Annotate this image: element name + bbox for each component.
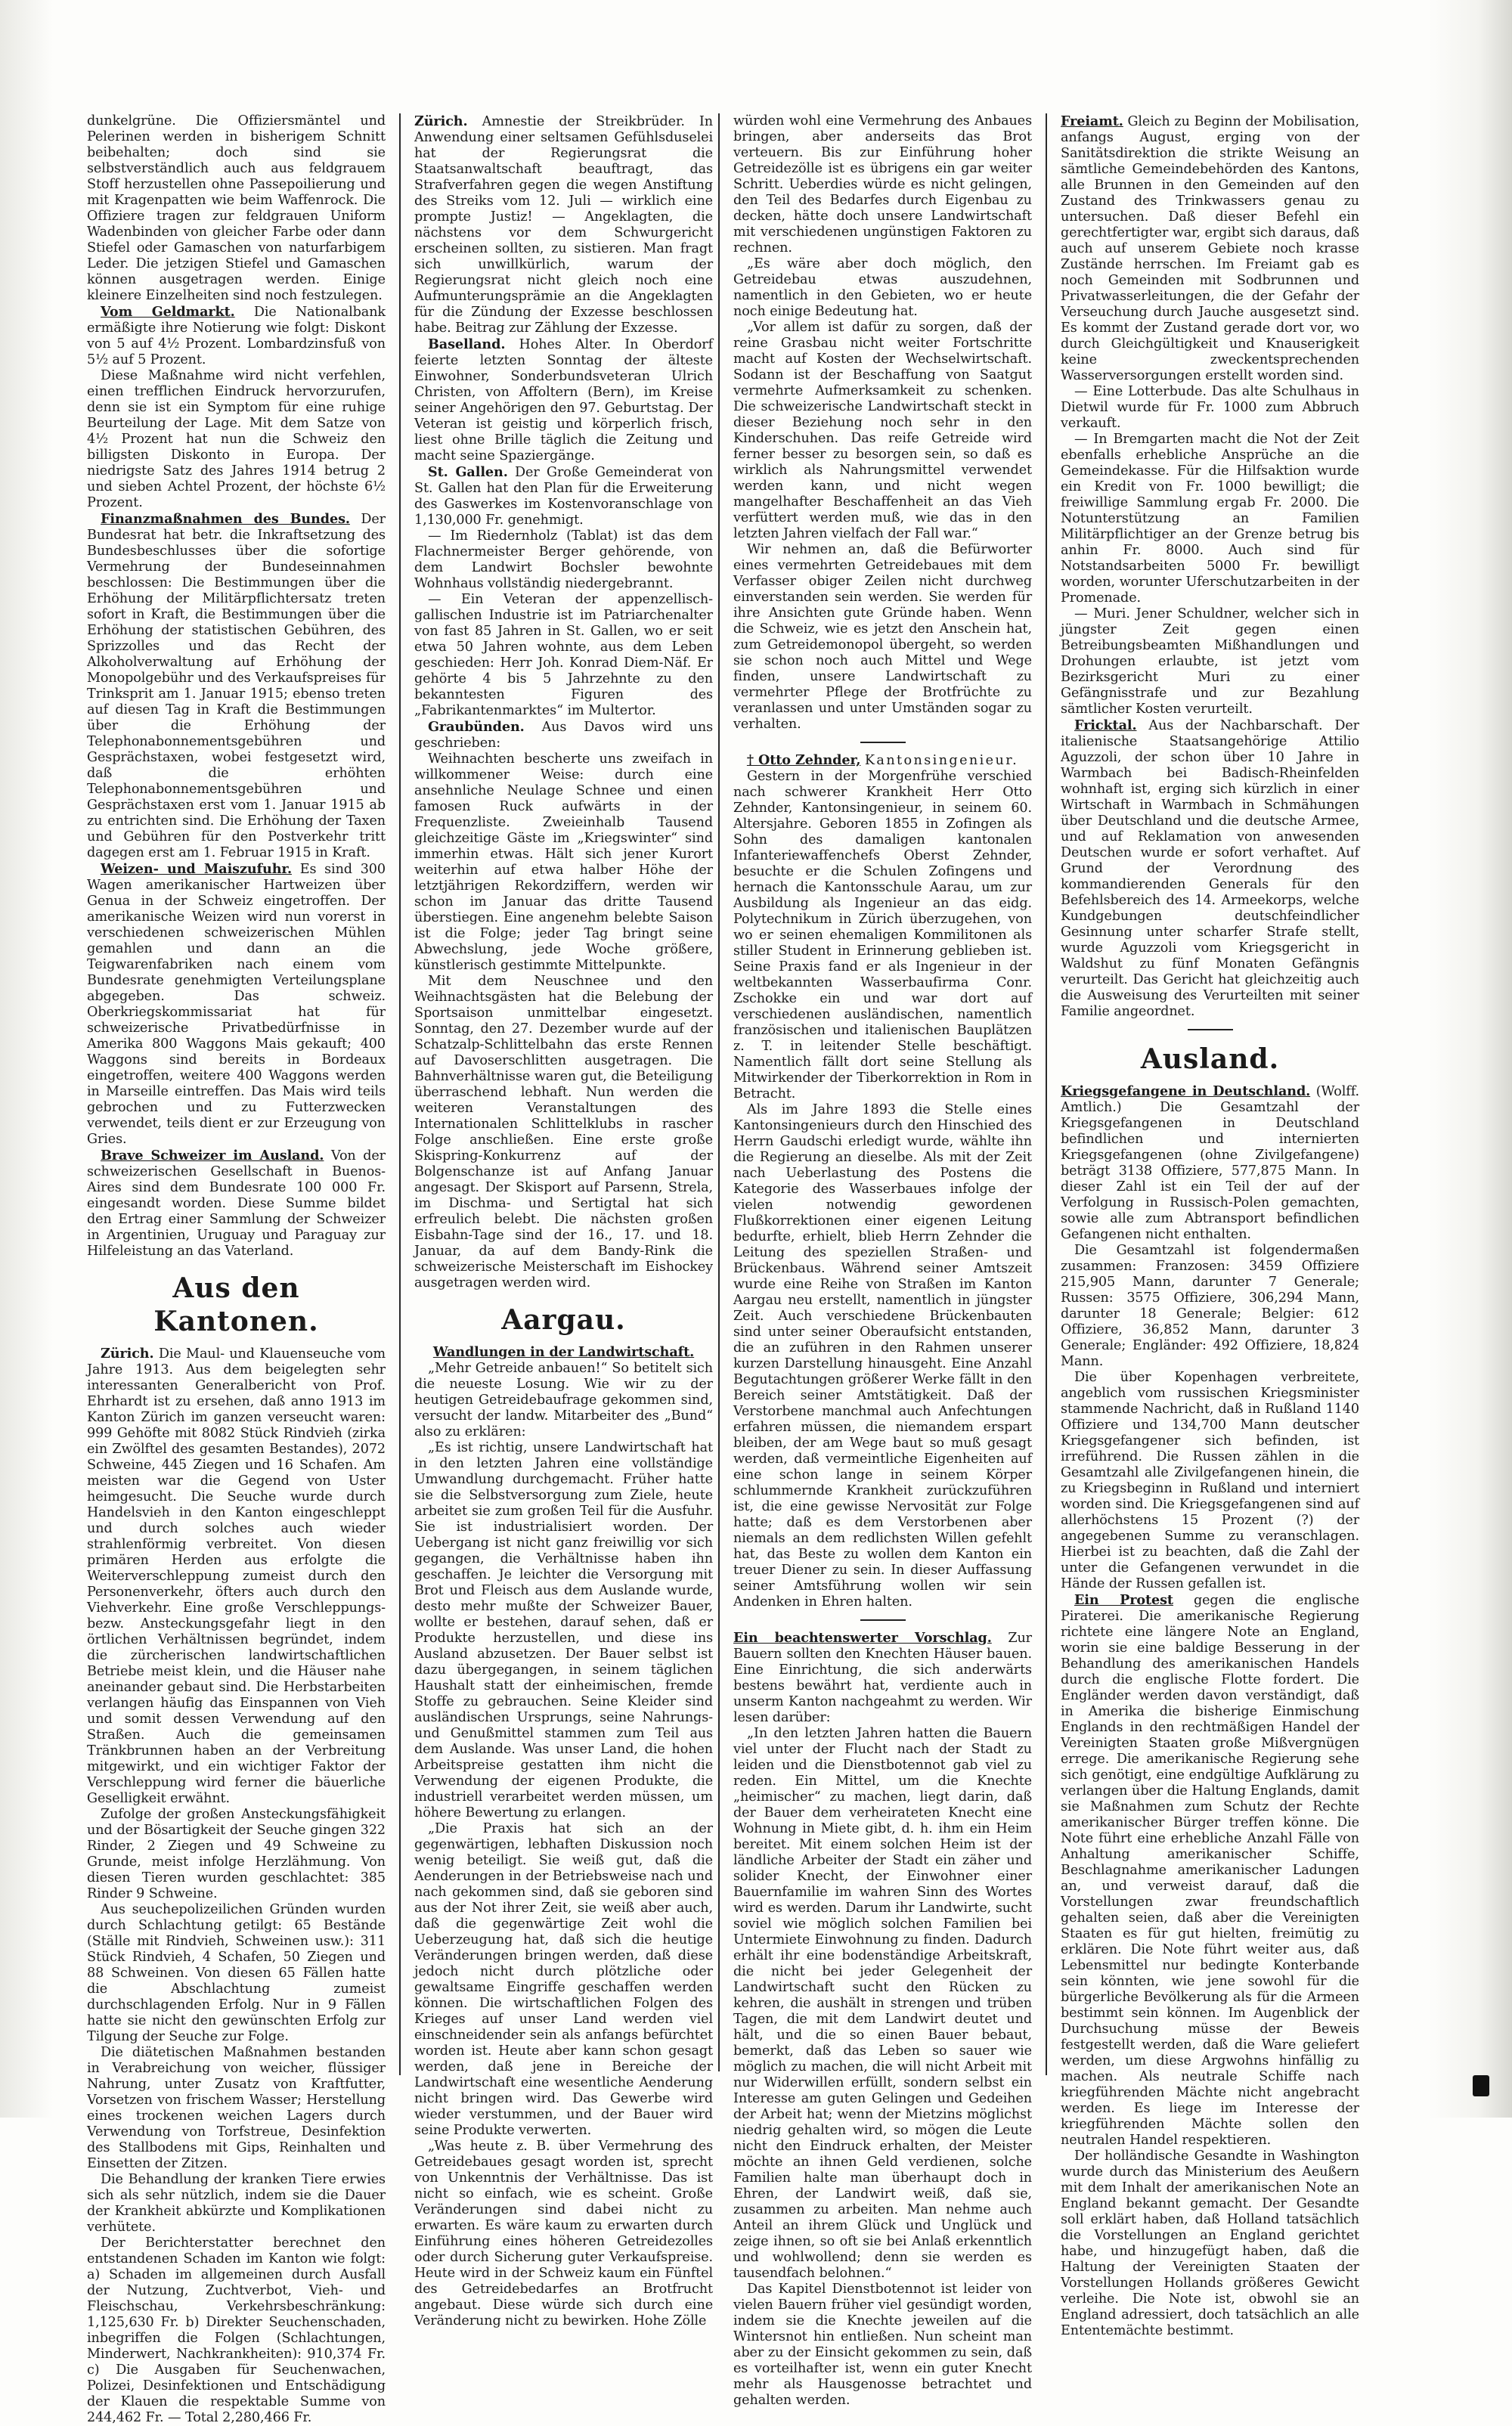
- paragraph: Als im Jahre 1893 die Stelle eines Kantonsingenieurs durch den Hinschied des Herrn Gaudschi erledigt wurde, wählte ihn die Regierung an dieselbe. Als mit der Zeit nach Ueberlastung des Postens die Kategorie des Wasserbaues infolge der vielen notwendig gewordenen Flußkorrektionen einer eigenen Leitung bedurfte, erhielt, blieb Herrn Zehnder die Leitung des speziellen Straßen- und Brückenbaus. Während seiner Amtszeit wurde eine Reihe von Straßen im Kanton Aargau neu erstellt, namentlich in jüngster Zeit. Auch verschiedene Brückenbauten sind unter seiner Oberaufsicht entstanden, die an zuführen in den Rahmen unserer kurzen Darstellung hinausgeht. Eine Anzahl Begutachtungen größerer Werke fällt in den Bereich seiner Amtstätigkeit. Daß der Verstorbene manchmal auch Anfechtungen erfahren müssen, die niemandem erspart bleiben, der am Wege baut so muß gesagt werden, daß vermeintliche Eigenheiten auf eine schon lange in seinem Körper schlummernde Krankheit zurückzuführen ist, die eine gewisse Nervosität zur Folge hatte; daß es dem Verstorbenen aber niemals an dem redlichsten Willen gefehlt hat, das Beste zu wollen dem Kanton ein treuer Diener zu sein. In dieser Auffassung seiner Amtsführung wollen wir sein Andenken in Ehren halten.: [733, 1102, 1032, 1610]
- section-title: Aus den Kantonen.: [153, 1272, 319, 1337]
- article-heading: Zürich.: [101, 1346, 154, 1362]
- article-heading: Freiamt.: [1061, 113, 1123, 129]
- article-text: gegen die englische Piraterei. Die amerikanische Regierung richtete eine längere Note an England, worin sie eine baldige Besserung in der Behandlung des amerikanischen Handels durch die englische Flotte fordert. Die Engländer werden davon verständigt, daß in Amerika die bisherige Einmischung Englands in den rechtmäßigen Handel der Vereinigten Staaten große Mißvergnügen errege. Die amerikanische Regierung sehe sich genötigt, eine endgültige Aufklärung zu verlangen über die Haltung Englands, damit sie Maßnahmen zum Schutz der Rechte amerikanischer Bürger treffen könne. Die Note führt eine erhebliche Anzahl Fälle von Anhaltung amerikanischer Schiffe, Beschlagnahme amerikanischer Ladungen an, und verweist darauf, daß die Vorstellungen zwar freundschaftlich gehalten seien, daß aber die Vereinigten Staaten es für gut hielten, freimütig zu erklären. Die Note führt weiter aus, daß Lebensmittel nur bedingte Konterbande sein könnten, wie jene sowohl für die bürgerliche Bevölkerung als für die Armeen bestimmt sein können. Im Augenblick der Durchsuchung müsse der Beweis festgestellt werden, daß die Ware geliefert werden, um diese Argwohns hinfällig zu machen. Als neutrale Schiffe nach kriegführenden Mächte nicht angebracht werden. Es liege im Interesse der kriegführenden Mächte sollen den neutralen Handel respektieren.: [1061, 1593, 1360, 2148]
- paragraph: Die diätetischen Maßnahmen bestanden in Verabreichung von weicher, flüssiger Nahrung, unter Zusatz von Kraftfutter, Vorsetzen von frischem Wasser; Herstellung eines trockenen weichen Lagers durch Verwendung von Torfstreue, Desinfektion des Stallbodens mit Gips, Reinhalten und Einsetten der Zitzen.: [87, 2045, 386, 2171]
- column-2: [414, 113, 714, 2328]
- paragraph: „Die Praxis hat sich an der gegenwärtigen, lebhaften Diskussion noch wenig beteiligt. Sie weiß gut, daß die Aenderungen in der Betriebsweise nach und nach gekommen sind, daß sie geboren sind aus der Not ihrer Zeit, sie weiß aber auch, daß die gegenwärtige Zeit wohl die Ueberzeugung hat, daß sich die heutige Veränderungen bringen werden, daß diese jedoch nicht durch plötzliche oder gewaltsame Eingriffe geschaffen werden können. Die wirtschaftlichen Folgen des Krieges auf unser Land werden viel einschneidender sein als anfangs befürchtet worden ist. Heute aber kann schon gesagt werden, daß jene in Bereiche der Landwirtschaft eine wesentliche Aenderung nicht bringen wird. Das Gewerbe wird wieder verstummen, und der Bauer wird seine Produkte verwerten.: [414, 1821, 713, 2138]
- article-heading: St. Gallen.: [428, 464, 508, 480]
- column-rule: [718, 113, 720, 2071]
- article-text: Aus der Nachbarschaft. Der italienische Staatsangehörige Attilio Aguzzoli, der schon über 10 Jahre in Warmbach bei Badisch-Rheinfelden wohnhaft ist, erging sich kürzlich in einer Wirtschaft in Warmbach in Schmähungen über Deutschland und die deutsche Armee, und auf Reklamation von anwesenden Deutschen wurde er sofort verhaftet. Auf Grund der Verordnung des kommandierenden Generals für den Befehlsbereich des 14. Armeekorps, welche Kundgebungen deutschfeindlicher Gesinnung unter scharfer Strafe stellt, wurde Aguzzoli vom Kriegsgericht in Waldshut zu fünf Monaten Gefängnis verurteilt. Das Gericht hat gleichzeitig auch die Ausweisung des Verurteilten mit seiner Familie angeordnet.: [1061, 718, 1359, 1019]
- separator: [1188, 1029, 1233, 1030]
- paragraph: Aus seuchepolizeilichen Gründen wurden durch Schlachtung getilgt: 65 Bestände (Ställe mit Rindvieh, Schweinen usw.): 311 Stück Rindvieh, 4 Schafen, 50 Ziegen und 88 Schweinen. Von diesen 65 Fällen hatte die Abschlachtung zumeist durchschlagenden Erfolg. Nur in 9 Fällen hatte sie nicht den gewünschten Erfolg zur Tilgung der Seuche zur Folge.: [87, 1902, 386, 2044]
- article-heading: Kriegsgefangene in Deutschland.: [1061, 1083, 1311, 1099]
- paragraph: Wir nehmen an, daß die Befürworter eines vermehrten Getreidebaues mit dem Verfasser obiger Zeilen nicht durchweg einverstanden sein werden. Sie werden für ihre Ansichten gute Gründe haben. Wenn die Schweiz, wie es jetzt den Anschein hat, zum Getreidemonopol übergeht, so werden sie schon noch auch Mittel und Wege finden, unsere Landwirtschaft zu vermehrter Pflege der Brotfrüchte zu veranlassen und unter Umständen sogar zu verhalten.: [733, 542, 1032, 732]
- article-heading: Weizen- und Maiszufuhr.: [101, 861, 292, 877]
- paragraph: dunkelgrüne. Die Offiziersmäntel und Pelerinen werden in bisherigem Schnitt beibehalten; doch sind sie selbstverständlich auch aus feldgrauem Stoff herzustellen ohne Passepoilierung und mit Kragenpatten wie beim Waffenrock. Die Offiziere tragen zur feldgrauen Uniform Wadenbinden von gleicher Farbe oder dann Stiefel oder Gamaschen von naturfarbigem Leder. Die jetzigen Stiefel und Gamaschen können ausgetragen werden. Einige kleinere Einzelheiten sind noch festzulegen.: [87, 113, 386, 303]
- scan-edge-left: [0, 0, 53, 2118]
- paragraph: — Ein Veteran der appenzellisch-gallischen Industrie ist im Patriarchenalter von fast 85 Jahren in St. Gallen, wo er seit etwa 50 Jahren wohnte, aus dem Leben geschieden: Herr Joh. Konrad Diem-Näf. Er gehörte 4 bis 5 Jahrzehnte zu den bekanntesten Figuren des „Fabrikantenmarktes“ im Multertor.: [414, 592, 713, 718]
- column-4: [1061, 113, 1360, 2338]
- scan-edge-right: [1429, 0, 1512, 2118]
- article-heading: Ein Protest: [1074, 1592, 1173, 1608]
- separator: [860, 1619, 906, 1621]
- article-text: Amnestie der Streikbrüder. In Anwendung einer seltsamen Gefühlsduselei hat der Regierungsrat die Staatsanwaltschaft beauftragt, das Strafverfahren gegen die wegen Anstiftung des Streiks vom 12. Juli — wirklich eine prompte Justiz! — Angeklagten, die nächstens vor dem Schwurgericht erscheinen sollten, zu sistieren. Man fragt sich unwillkürlich, warum der Regierungsrat nicht gleich noch eine Aufmunterungsprämie an die Angeklagten für die Zündung der Exzesse beschlossen habe. Beitrag zur Zählung der Exzesse.: [414, 114, 714, 336]
- scan-mark: [1473, 2075, 1489, 2096]
- article-heading: Wandlungen in der Landwirtschaft.: [432, 1344, 695, 1360]
- column-1: [87, 113, 386, 2425]
- paragraph: Der Berichterstatter berechnet den entstandenen Schaden im Kanton wie folgt: a) Schaden im allgemeinen durch Ausfall der Nutzung, Zuchtverbot, Vieh- und Fleischschau, Verkehrsbeschränkung: 1,125,630 Fr. b) Direkter Seuchenschaden, inbegriffen die Folgen (Schlachtungen, Minderwert, Nachkrankheiten): 910,374 Fr. c) Die Ausgaben für Seuchenwachen, Polizei, Desinfektionen und Entschädigung der Klauen die respektable Summe von 244,462 Fr. — Total 2,280,466 Fr.: [87, 2235, 386, 2425]
- paragraph: Weihnachten bescherte uns zweifach in willkommener Weise: durch eine ansehnliche Neulage Schnee und einen famosen Ruck aufwärts in der Frequenzliste. Zweieinhalb Tausend gleichzeitige Gäste im „Kriegswinter“ sind immerhin etwas. Hält sich jener Kurort weiterhin auf etwa halber Höhe der letztjährigen Rekordziffern, werden wir schon im Januar das dritte Tausend überstiegen. Eine angenehm belebte Saison ist die Folge; jeder Tag bringt seine Abwechslung, jede Woche größere, künstlerisch gestimmte Mittelpunkte.: [414, 751, 713, 973]
- section-title: Ausland.: [1140, 1043, 1280, 1075]
- paragraph: Mit dem Neuschnee und den Weihnachtsgästen hat die Belebung der Sportsaison unmittelbar eingesetzt. Sonntag, den 27. Dezember wurde auf der Schatzalp-Schlittelbahn das erste Rennen auf Davoserschlitten ausgetragen. Die Bahnverhältnisse waren gut, die Beteiligung überraschend lebhaft. Nun werden die weiteren Veranstaltungen des Internationalen Schlittelklubs in rascher Folge anschließen. Eine erste große Skispring-Konkurrenz auf der Bolgenschanze ist auf Anfang Januar angesagt. Der Skisport auf Parsenn, Strela, im Dischma- und Sertigtal hat sich erfreulich belebt. Die nächsten großen Eisbahn-Tage sind der 16., 17. und 18. Januar, da auf dem Bandy-Rink die schweizerische Meisterschaft im Eishockey ausgetragen werden wird.: [414, 974, 713, 1290]
- article-text: Zur Bauern sollten den Knechten Häuser bauen. Eine Einrichtung, die sich anderwärts bestens bewährt hat, verdiente auch in unserm Kanton nachgeahmt zu werden. Wir lesen darüber:: [733, 1631, 1032, 1725]
- article-heading: Baselland.: [428, 336, 506, 352]
- column-rule: [399, 113, 401, 2075]
- paragraph: „Was heute z. B. über Vermehrung des Getreidebaues gesagt worden ist, sprecht von Unkenntnis der Verhältnisse. Das ist nicht so einfach, wie es scheint. Große Veränderungen sind dabei nicht zu erwarten. Es wäre kaum zu erwarten durch Einführung eines höheren Getreidezolles oder durch Sicherung guter Verkaufspreise. Heute wird in der Schweiz kaum ein Fünftel des Getreidebedarfes an Brotfrucht angebaut. Diese würde sich durch eine Veränderung nicht zu bewirken. Hohe Zölle: [414, 2139, 713, 2328]
- paragraph: „Es ist richtig, unsere Landwirtschaft hat in den letzten Jahren eine vollständige Umwandlung durchgemacht. Früher hatte sie die Selbstversorgung zum Ziele, heute arbeitet sie zum großen Teil für die Ausfuhr. Sie ist industrialisiert worden. Der Uebergang ist nicht ganz freiwillig vor sich gegangen, die Verhältnisse haben ihn geschaffen. Je leichter die Versorgung mit Brot und Fleisch aus dem Auslande wurde, desto mehr mußte der Schweizer Bauer, wollte er bestehen, darauf sehen, daß er Produkte herzustellen, und diese ins Ausland abzusetzen. Der Bauer selbst ist dazu übergegangen, in seinem täglichen Haushalt statt der einheimischen, fremde Stoffe zu gebrauchen. Seine Kleider sind ausländischen Ursprungs, seine Nahrungs- und Genußmittel stammen zum Teil aus dem Auslande. Was unser Land, die hohen Arbeitspreise gestatten ihm nicht die Verwendung der eigenen Produkte, die industriell verarbeitet werden müssen, um höhere Bewertung zu erlangen.: [414, 1440, 713, 1820]
- paragraph: Zufolge der großen Ansteckungsfähigkeit und der Bösartigkeit der Seuche gingen 322 Rinder, 2 Ziegen und 49 Schweine zu Grunde, meist infolge Herzlähmung. Von diesen Tieren wurden geschlachtet: 385 Rinder 9 Schweine.: [87, 1807, 386, 1901]
- column-rule: [1046, 113, 1047, 2075]
- paragraph: — Eine Lotterbude. Das alte Schulhaus in Dietwil wurde für Fr. 1000 zum Abbruch verkauft.: [1061, 384, 1359, 431]
- paragraph: „Es wäre aber doch möglich, den Getreidebau etwas auszudehnen, namentlich in den Gebieten, wo er heute noch einige Bedeutung hat.: [733, 256, 1032, 319]
- paragraph: Die Behandlung der kranken Tiere erwies sich als sehr nützlich, indem sie die Dauer der Krankheit abkürzte und Komplikationen verhütete.: [87, 2172, 386, 2235]
- article-text: Die Nationalbank ermäßigte ihre Notierung wie folgt: Diskont von 5 auf 4½ Prozent. Lombardzinsfuß von 5½ auf 5 Prozent.: [87, 305, 386, 367]
- article-text: Von der schweizerischen Gesellschaft in Buenos-Aires sind dem Bundesrate 100 000 Fr. eingesandt worden. Diese Summe bildet den Ertrag einer Sammlung der Schweizer in Argentinien, Uruguay und Paraguay zur Hilfeleistung an das Vaterland.: [87, 1148, 386, 1259]
- article-text: Die Maul- und Klauenseuche vom Jahre 1913. Aus dem beigelegten sehr interessanten Generalbericht von Prof. Ehrhardt ist zu ersehen, daß anno 1913 im Kanton Zürich im ganzen verseucht waren: 999 Gehöfte mit 8082 Stück Rindvieh (zirka ein Zwölftel des gesamten Bestandes), 2072 Schweine, 445 Ziegen und 16 Schafen. Am meisten war die Gegend von Uster heimgesucht. Die Seuche wurde durch Handelsvieh in den Kanton eingeschleppt und durch solches auch wieder strahlenförmig verbreitet. Von diesen primären Herden aus erfolgte die Weiterverschleppung zumeist durch den Personenverkehr, öfters auch durch den Viehverkehr. Eine große Verschleppungs- bezw. Ansteckungsgefahr liegt in den örtlichen Verhältnissen begründet, indem die zürcherischen landwirtschaftlichen Betriebe meist klein, und die Häuser nahe aneinander gebaut sind. Die Herbstarbeiten verlangen häufig das Einspannen von Vieh und somit dessen Verwendung auf den Straßen. Auch die gemeinsamen Tränkbrunnen haben an der Verbreitung mitgewirkt, und ein wichtiger Faktor der Verschleppung wird ferner die bäuerliche Geselligkeit erwähnt.: [87, 1346, 386, 1806]
- paragraph: Diese Maßnahme wird nicht verfehlen, einen trefflichen Eindruck hervorzurufen, denn sie ist ein Symptom für eine ruhige Beurteilung der Lage. Mit dem Satze von 4½ Prozent hat nun die Schweiz den billigsten Diskonto in Europa. Der niedrigste Satz des Jahres 1914 betrug 2 und sieben Achtel Prozent, der höchste 6½ Prozent.: [87, 368, 386, 510]
- article-heading: Ein beachtenswerter Vorschlag.: [733, 1630, 992, 1646]
- separator: [860, 742, 906, 743]
- paragraph: „In den letzten Jahren hatten die Bauern viel unter der Flucht nach der Stadt zu leiden und die Dienstbotennot gab viel zu reden. Ein Mittel, um die Knechte „heimischer“ zu machen, liegt darin, daß der Bauer dem verheirateten Knecht eine Wohnung in Miete gibt, d. h. ihm ein Heim bereitet. Mit einem solchen Heim ist der ländliche Arbeiter der Stadt ein zäher und solider Knecht, der Einwohner einer Bauernfamilie im wahren Sinn des Wortes wird es werden. Darum ihr Landwirte, sucht soviel wie möglich solchen Familien bei Untermiete Einwohnung zu finden. Dadurch erhält ihr eine bodenständige Arbeitskraft, die nicht bei jeder Gelegenheit der Landwirtschaft sucht den Rücken zu kehren, die aushält in strengen und trüben Tagen, die mit dem Landwirt deutet und hält, und die so einen Bauer bebaut, bemerkt, daß das Leben so sauer wie möglich zu machen, die will nicht Arbeit mit nur Widerwillen erfüllt, sondern selbst ein Interesse am guten Gelingen und Gedeihen der Arbeit hat; wenn der Mietzins möglichst niedrig gehalten wird, so mögen die Leute nicht den Eindruck erhalten, der Meister möchte an ihnen Geld verdienen, solche Familien halte man überhaupt doch in Ehren, der Landwirt weiß, daß sie, zusammen zu arbeiten. Man nehme auch Anteil an ihrem Glück und Unglück und zeige ihnen, so oft sie bei Anlaß erkenntlich und wohlwollend; denn sie werden es tausendfach belohnen.“: [733, 1726, 1032, 2281]
- paragraph: Die Gesamtzahl ist folgendermaßen zusammen: Franzosen: 3459 Offiziere 215,905 Mann, darunter 7 Generale; Russen: 3575 Offiziere, 306,294 Mann, darunter 18 Generale; Belgier: 612 Offiziere, 36,852 Mann, darunter 3 Generale; Engländer: 492 Offiziere, 18,824 Mann.: [1061, 1243, 1359, 1369]
- article-text: Hohes Alter. In Oberdorf feierte letzten Sonntag der älteste Einwohner, Sonderbundsveteran Ulrich Christen, von Affoltern (Bern), im Kreise seiner Angehörigen den 97. Geburtstag. Der Veteran ist geistig und körperlich frisch, liest ohne Brille täglich die Zeitung und macht seine Spaziergänge.: [414, 337, 713, 463]
- article-heading: Brave Schweizer im Ausland.: [101, 1148, 324, 1163]
- article-text: (Wolff. Amtlich.) Die Gesamtzahl der Kriegsgefangenen in Deutschland befindlichen und internierten Kriegsgefangenen (ohne Zivilgefangene) beträgt 3138 Offiziere, 577,875 Mann. In dieser Zahl ist ein Teil der auf der Verfolgung in Russisch-Polen gemachten, sowie alle zum Abtransport befindlichen Gefangenen nicht enthalten.: [1061, 1084, 1359, 1242]
- paragraph: — Im Riedernholz (Tablat) ist das dem Flachnermeister Berger gehörende, von dem Landwirt Bochsler bewohnte Wohnhaus vollständig niedergebrannt.: [414, 528, 713, 591]
- paragraph: „Mehr Getreide anbauen!“ So betitelt sich die neueste Losung. Wie wir zu der heutigen Getreidebaufrage gekommen sind, versucht der landw. Mitarbeiter des „Bund“ also zu erklären:: [414, 1361, 713, 1439]
- section-title: Aargau.: [501, 1304, 626, 1336]
- column-3: [733, 113, 1032, 2408]
- article-text: Es sind 300 Wagen amerikanischer Hartweizen über Genua in der Schweiz eingetroffen. Der amerikanische Weizen wird nun vorerst in verschiedenen schweizerischen Mühlen gemahlen und dann an die Teigwarenfabriken nach einem vom Bundesrate genehmigten Verteilungsplane abgegeben. Das schweiz. Oberkriegskommissariat hat für schweizerische Privatbedürfnisse in Amerika 800 Waggons Mais gekauft; 400 Waggons sind bereits in Bordeaux eingetroffen, weitere 400 Waggons werden in Marseille eintreffen. Das Mais wird teils gebrochen und zu Futterzwecken verwendet, teils dient er zur Erzeugung von Gries.: [87, 862, 386, 1147]
- paragraph: „Vor allem ist dafür zu sorgen, daß der reine Grasbau nicht weiter Fortschritte macht auf Kosten der Wechselwirtschaft. Sodann ist der Beschaffung von Saatgut vermehrte Aufmerksamkeit zu schenken. Die schweizerische Landwirtschaft steckt in dieser Beziehung noch sehr in den Kinderschuhen. Das reife Getreide wird ferner besser zu besorgen sein, so daß es wirklich als Nahrungsmittel verwendet werden kann, und nicht wegen mangelhafter Beschaffenheit an das Vieh verfüttert werden muß, wie das in den letzten Jahren vielfach der Fall war.“: [733, 320, 1032, 541]
- article-text: Der Große Gemeinderat von St. Gallen hat den Plan für die Erweiterung des Gaswerkes im Kostenvoranschlage von 1,130,000 Fr. genehmigt.: [414, 465, 713, 528]
- paragraph: Die über Kopenhagen verbreitete, angeblich vom russischen Kriegsminister stammende Nachricht, daß in Rußland 1140 Offiziere und 134,700 Mann deutscher Kriegsgefangener sich befinden, ist irreführend. Die Russen zählen in die Gesamtzahl alle Zivilgefangenen hinein, die zu Kriegsbeginn in Rußland und interniert worden sind. Die Kriegsgefangenen sind auf allerhöchstens 15 Prozent (?) der angegebenen Summe zu veranschlagen. Hierbei ist zu beachten, daß die Zahl der unter die Gefangenen verwundet in die Hände der Russen gefallen ist.: [1061, 1370, 1359, 1591]
- paragraph: Das Kapitel Dienstbotennot ist leider von vielen Bauern früher viel gesündigt worden, indem sie die Knechte jeweilen auf die Wintersnot hin entließen. Nun scheint man aber zu der Einsicht gekommen zu sein, daß es vorteilhafter ist, wenn ein guter Knecht mehr als Hausgenosse betrachtet und gehalten werden.: [733, 2282, 1032, 2408]
- paragraph: würden wohl eine Vermehrung des Anbaues bringen, aber anderseits das Brot verteuern. Bis zur Einführung hoher Getreidezölle ist es übrigens ein gar weiter Schritt. Ueberdies würde es nicht gelingen, den Teil des Bedarfes durch Eigenbau zu decken, hätte doch unsere Landwirtschaft mit verschiedenen ungünstigen Faktoren zu rechnen.: [733, 113, 1032, 256]
- article-subheading: Kantonsingenieur.: [864, 753, 1019, 768]
- article-text: Aus Davos wird uns geschrieben:: [414, 720, 713, 751]
- article-heading: Finanzmaßnahmen des Bundes.: [101, 511, 350, 527]
- paragraph: — In Bremgarten macht die Not der Zeit ebenfalls erhebliche Ansprüche an die Gemeindekasse. Für die Hilfsaktion wurde ein Kredit von Fr. 1000 bewilligt; die freiwillige Sammlung ergab Fr. 2000. Die Notunterstützung an Familien Militärpflichtiger an der Grenze betrug bis anhin Fr. 8000. Auch sind für Notstandsarbeiten 5000 Fr. bewilligt worden, worunter Uferschutzarbeiten in der Promenade.: [1061, 432, 1359, 606]
- article-heading: Graubünden.: [428, 719, 525, 735]
- article-heading: Fricktal.: [1074, 717, 1137, 733]
- article-text: Gleich zu Beginn der Mobilisation, anfangs August, erging von der Sanitätsdirektion die strikte Weisung an sämtliche Gemeindebehörden des Kantons, alle Brunnen in den Gemeinden auf den Zustand des Trinkwassers genau zu untersuchen. Daß dieser Befehl ein gerechtfertigter war, ergibt sich daraus, daß auch auf unserem Gebiete noch krasse Zustände herrschen. Im Freiamt gab es noch Gemeinden mit Sodbrunnen und Privatwasserleitungen, die der Gefahr der Verseuchung durch Jauche ausgesetzt sind. Es kommt der Zustand gerade dort vor, wo durch Gleichgültigkeit und Knauserigkeit keine zweckentsprechenden Wasserversorgungen erstellt worden sind.: [1061, 114, 1360, 383]
- article-heading: Vom Geldmarkt.: [101, 304, 235, 320]
- paragraph: Gestern in der Morgenfrühe verschied nach schwerer Krankheit Herr Otto Zehnder, Kantonsingenieur, in seinem 60. Altersjahre. Geboren 1855 in Zofingen als Sohn des damaligen kantonalen Infanteriewaffenchefs Oberst Zehnder, besuchte er die Schulen Zofingens und hernach die Kantonsschule Aarau, um zur Ausbildung als Ingenieur an das eidg. Polytechnikum in Zürich überzugehen, von wo er seinen ehemaligen Kommilitonen als stiller Student in Erinnerung geblieben ist. Seine Praxis fand er als Ingenieur in der weltbekannten Wasserbaufirma Conr. Zschokke ein und war dort auf verschiedenen ausländischen, namentlich französischen und italienischen Bauplätzen z. T. in leitender Stelle beschäftigt. Namentlich fällt dort seine Stellung als Mitwirkender der Tiberkorrektion in Rom in Betracht.: [733, 769, 1032, 1101]
- article-heading: Zürich.: [414, 113, 468, 129]
- article-text: Der Bundesrat hat betr. die Inkraftsetzung des Bundesbeschlusses über die sofortige Vermehrung der Bundeseinnahmen beschlossen: Die Bestimmungen über die Erhöhung der Militärpflichtersatz treten sofort in Kraft, die Bestimmungen über die Erhöhung der statistischen Gebühren, des Sprizzolles und das Recht der Alkoholverwaltung auf Erhöhung der Monopolgebühr und des Verkaufspreises für Trinksprit am 1. Januar 1915; ebenso treten auf diesen Tag in Kraft die Bestimmungen über die Erhöhung der Telephonabonnementsgebühren und Gesprächstaxen, wobei festgesetzt wird, daß die erhöhten Telephonabonnementsgebühren und Gesprächstaxen erst vom 1. Januar 1915 ab zu entrichten sind. Die Erhöhung der Taxen und Gebühren für den Postverkehr tritt dagegen erst am 1. Februar 1915 in Kraft.: [87, 512, 386, 860]
- paragraph: Der holländische Gesandte in Washington wurde durch das Ministerium des Aeußern mit dem Inhalt der amerikanischen Note an England bekannt gemacht. Der Gesandte soll erklärt haben, daß Holland tatsächlich die Vorstellungen an England gerichtet habe, und hinzugefügt haben, daß die Haltung der Vereinigten Staaten der Vorstellungen Hollands größeres Gewicht verleihe. Die Note ist, obwohl sie an England adressiert, doch tatsächlich an alle Ententemächte bestimmt.: [1061, 2149, 1359, 2338]
- article-heading: † Otto Zehnder,: [746, 752, 861, 768]
- paragraph: — Muri. Jener Schuldner, welcher sich in jüngster Zeit gegen einen Betreibungsbeamten Mißhandlungen und Drohungen erlaubte, ist jetzt vom Bezirksgericht Muri zu einer Gefängnisstrafe und zur Bezahlung sämtlicher Kosten verurteilt.: [1061, 606, 1359, 717]
